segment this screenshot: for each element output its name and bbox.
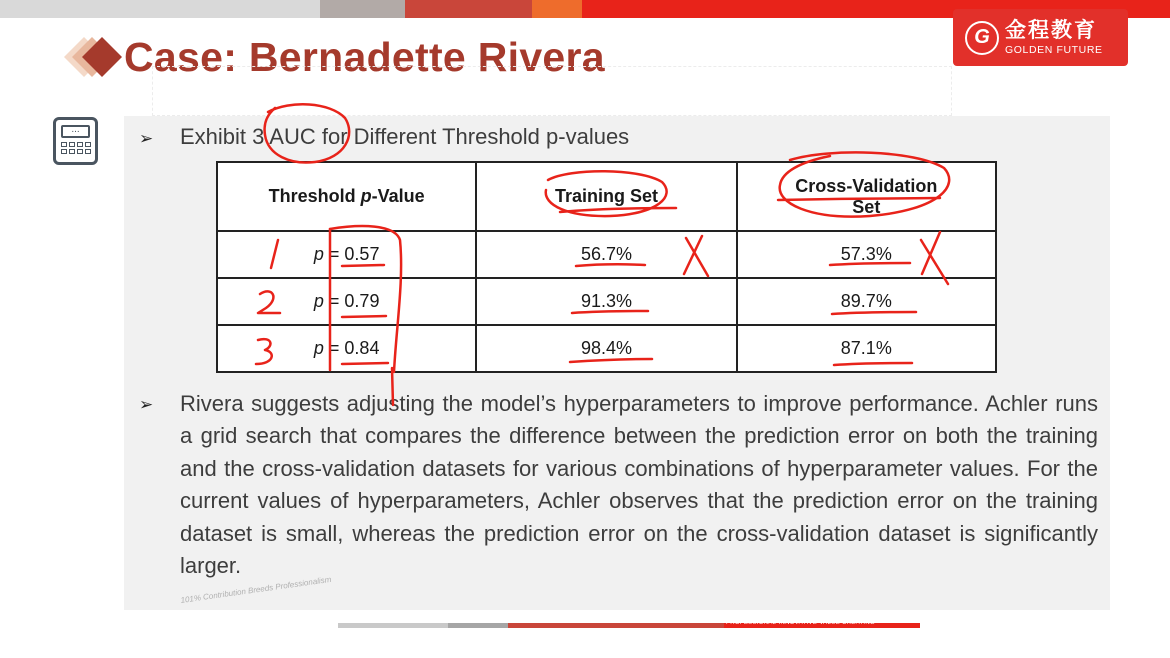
threshold-cell: p = 0.84 — [217, 325, 476, 372]
diamond-icon — [56, 28, 126, 86]
threshold-cell: p = 0.79 — [217, 278, 476, 325]
auc-table — [216, 161, 997, 373]
table-row — [217, 231, 996, 278]
footer-tagline: 101% Contribution Breeds Professionalism — [180, 574, 332, 605]
threshold-cell: p = 0.57 — [217, 231, 476, 278]
training-cell: 56.7% — [476, 231, 736, 278]
brand-mark-icon: G — [965, 21, 999, 55]
brand-name-en: GOLDEN FUTURE — [1005, 43, 1103, 56]
footer-slogan: PROFESSIONAL·INNOVATIVE·VALUE CREATING — [726, 620, 875, 626]
arrow-bullet-icon: ➢ — [139, 395, 154, 414]
cross-validation-cell: 57.3% — [737, 231, 996, 278]
header-threshold: Threshold p-Value — [217, 162, 476, 231]
table-header-row — [217, 162, 996, 231]
calculator-icon: ... — [53, 117, 98, 165]
cross-validation-cell: 89.7% — [737, 278, 996, 325]
cross-validation-cell: 87.1% — [737, 325, 996, 372]
arrow-bullet-icon: ➢ — [139, 129, 154, 148]
brand-name-cn: 金程教育 — [1005, 18, 1097, 42]
table-row — [217, 278, 996, 325]
training-cell: 98.4% — [476, 325, 736, 372]
exhibit-caption: Exhibit 3 AUC for Different Threshold p-values — [180, 124, 630, 149]
faint-frame — [152, 66, 952, 116]
training-cell: 91.3% — [476, 278, 736, 325]
page-title: Case: Bernadette Rivera — [124, 34, 605, 80]
header-cross-validation: Cross-Validation Set — [737, 162, 996, 231]
case-paragraph: Rivera suggests adjusting the model’s hyperparameters to improve performance. Achler runs a grid search that compares the difference between the prediction error on both the training and the cross-validation datasets for various combinations of hyperparameter values. For the current values of hyperparameters, Achler observes that the prediction error on the training dataset is small, whereas the prediction error on the cross-validation dataset is significantly larger. — [180, 391, 1098, 579]
table-row — [217, 325, 996, 372]
header-training: Training Set — [476, 162, 736, 231]
brand-logo — [953, 9, 1128, 66]
